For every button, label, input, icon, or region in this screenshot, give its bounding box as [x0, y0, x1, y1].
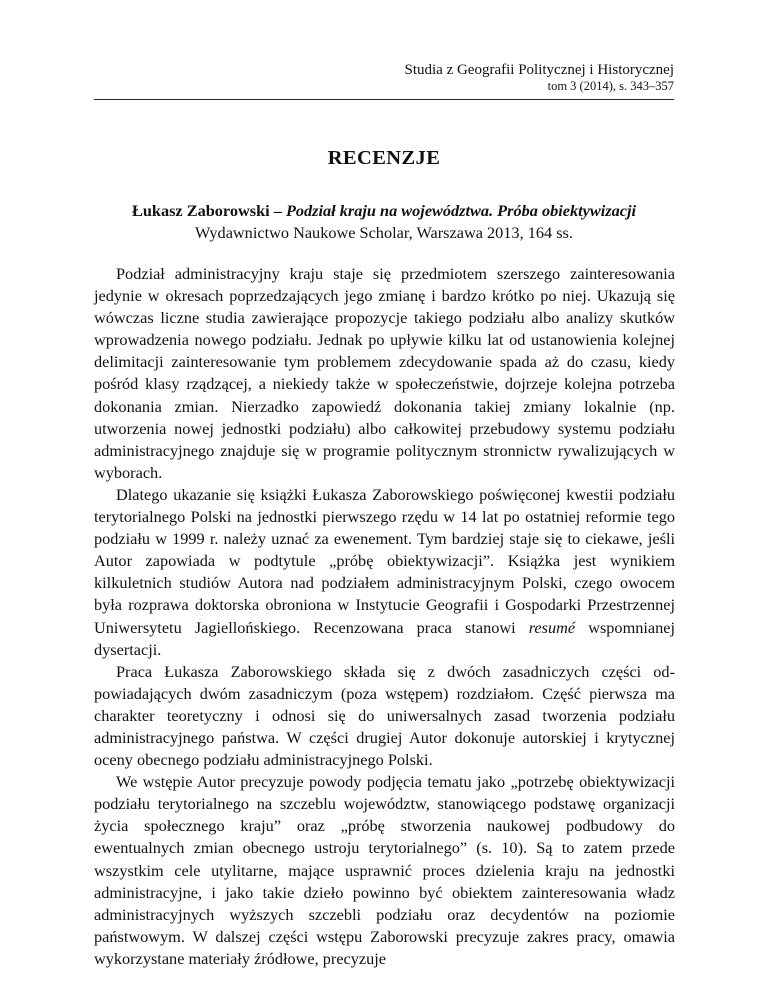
paragraph-1: Podział administracyjny kraju staje się przedmiotem szerszego zainteresowania jedynie w okresach poprzedzających jego zmianę i bardzo krótko po niej. Ukazują się wówczas liczne studia zawierające propozycje takiego podziału albo analizy skutków wprowadzenia nowego podziału. Jednak po upływie kilku lat od ustanowienia kolejnej delimitacji zainteresowanie tym problemem zdecydowanie spada aż do czasu, kiedy pośród klasy rządzącej, a niekiedy także w społeczeństwie, dojrzeje kolejna potrzeba dokonania zmian. Nierzadko zapowiedź dokonania takiej zmiany lokalnie (np. utworzenia nowej jednostki podziału) albo całkowitej przebudowy systemu podziału administracyjnego znajduje się w programie politycznym stronnictw rywalizujących w wyborach. — [94, 264, 675, 482]
review-body — [94, 263, 675, 970]
book-citation — [94, 200, 674, 222]
running-header — [404, 62, 674, 94]
book-title: Podział kraju na województwa. Próba obiektywizacji — [285, 201, 637, 220]
paragraph-2-italic: resumé — [528, 617, 576, 637]
section-title: RECENZJE — [327, 147, 441, 169]
paragraph-2-end: wspomnianej dysertacji. — [94, 617, 676, 659]
paragraph-3: Praca Łukasza Zaborowskiego składa się z dwóch zasadniczych części odpowiadających dwóm zasadniczym (poza wstępem) rozdziałom. Część pierwsza ma charakter teoretyczny i odnosi się do uniwersalnych zasad tworzenia podziału administracyjnego państwa. W części drugiej Autor dokonuje autorskiej i krytycznej oceny obecnego podziału administracyjnego Polski. — [94, 661, 675, 770]
journal-name: Studia z Geografii Politycznej i Historycznej — [404, 62, 674, 78]
header-rule — [94, 99, 674, 100]
issue-info: tom 3 (2014), s. 343–357 — [547, 79, 674, 93]
book-publisher: Wydawnictwo Naukowe Scholar, Warszawa 2013, 164 ss. — [195, 223, 573, 242]
paragraph-2 — [94, 484, 675, 661]
paragraph-2-text: Dlatego ukazanie się książki Łukasza Zaborowskiego poświęconej kwestii podziału terytorialnego Polski na jednostki pierwszego rzędu w 14 lat po ostatniej reformie tego podziału w 1999 r. należy uznać za ewenement. Tym bardziej staje się to ciekawe, jeśli Autor zapowiada w podtytule „próbę obiektywizacji”. Książka jest wynikiem kilkuletnich studiów Autora nad podziałem administracyjnym Polski, czego owocem była rozprawa doktorska obroniona w Instytucie Geografii i Gospodarki Przestrzennej Uniwersytetu Jagiellońskiego. Recenzowana praca stanowi — [94, 484, 675, 637]
book-reference — [94, 200, 674, 244]
paragraph-4: We wstępie Autor precyzuje powody podjęcia tematu jako „potrzebę obiektywizacji podziału terytorialnego na szczeblu województw, stanowiącego podstawę organizacji życia społecznego kraju” oraz „próbę stworzenia naukowej podbudowy do ewentualnych zmian obecnego ustroju terytorialnego” (s. 10). Są to zatem przede wszystkim cele utylitarne, mające usprawnić proces dzielenia kraju na jednostki administracyjne, i jako takie dzieło powinno być obiektem zainteresowania władz administracyjnych wyższych szczebli podziału oraz decydentów na poziomie państwowym. W dalszej części wstępu Zaborowski precyzuje zakres pracy, omawia wykorzystane materiały źródłowe, precyzuje — [94, 772, 675, 968]
citation-dash: – — [269, 201, 286, 220]
book-author: Łukasz Zaborowski — [131, 201, 270, 220]
